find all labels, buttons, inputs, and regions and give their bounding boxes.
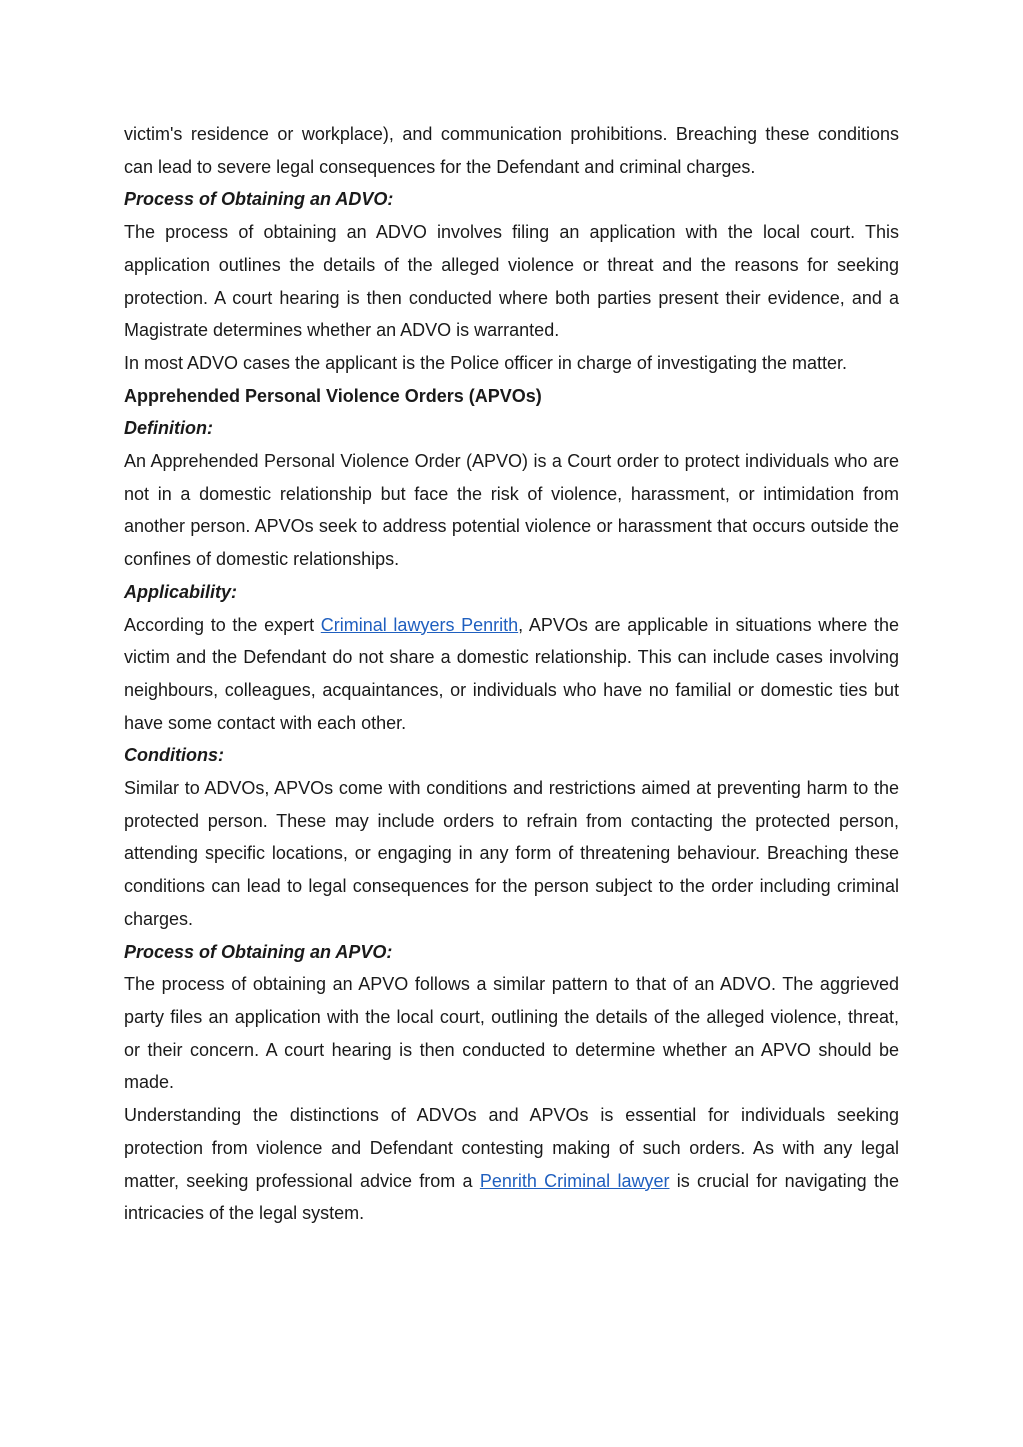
heading-applicability: Applicability: bbox=[124, 581, 238, 602]
conclusion-text-before: Understanding the distinctions of ADVOs and APVOs is essential for individuals seeking protection from violence and Defendant contesting making of such orders. As with any legal matter, seeking professional advice from a bbox=[124, 1105, 899, 1191]
applicability-text-before: According to the expert bbox=[124, 614, 321, 635]
paragraph-conditions: Similar to ADVOs, APVOs come with conditions and restrictions aimed at preventing harm to the protected person. These may include orders to refrain from contacting the protected person, attending specific locations, or engaging in any form of threatening behaviour. Breaching these conditions can lead to legal consequences for the person subject to the order including criminal charges. bbox=[124, 778, 899, 929]
paragraph-intro: victim's residence or workplace), and communication prohibitions. Breaching these conditions can lead to severe legal consequences for the Defendant and criminal charges. bbox=[124, 124, 899, 177]
paragraph-conclusion bbox=[124, 1099, 899, 1230]
applicability-text-after: , APVOs are applicable in situations where the victim and the Defendant do not share a domestic relationship. This can include cases involving neighbours, colleagues, acquaintances, or individuals who have no familial or domestic ties but have some contact with each other. bbox=[124, 614, 900, 733]
criminal-lawyers-penrith-link[interactable]: Criminal lawyers Penrith bbox=[320, 614, 519, 635]
penrith-criminal-lawyer-link[interactable]: Penrith Criminal lawyer bbox=[479, 1170, 670, 1191]
heading-process-advo: Process of Obtaining an ADVO: bbox=[124, 189, 394, 210]
paragraph-process-apvo: The process of obtaining an APVO follows a similar pattern to that of an ADVO. The aggrieved party files an application with the local court, outlining the details of the alleged violence, threat, or their concern. A court hearing is then conducted to determine whether an APVO should be made. bbox=[124, 974, 899, 1093]
heading-apvo: Apprehended Personal Violence Orders (APVOs) bbox=[124, 385, 542, 406]
paragraph-applicability bbox=[124, 609, 899, 740]
paragraph-applicant: In most ADVO cases the applicant is the Police officer in charge of investigating the matter. bbox=[124, 352, 848, 373]
paragraph-process-advo: The process of obtaining an ADVO involves filing an application with the local court. This application outlines the details of the alleged violence or threat and the reasons for seeking protection. A court hearing is then conducted where both parties present their evidence, and a Magistrate determines whether an ADVO is warranted. bbox=[124, 222, 899, 341]
document-body bbox=[124, 118, 899, 1230]
heading-conditions: Conditions: bbox=[124, 745, 224, 766]
conclusion-text-after: is crucial for navigating the intricacies of the legal system. bbox=[124, 1170, 899, 1224]
paragraph-definition: An Apprehended Personal Violence Order (APVO) is a Court order to protect individuals who are not in a domestic relationship but face the risk of violence, harassment, or intimidation from another person. APVOs seek to address potential violence or harassment that occurs outside the confines of domestic relationships. bbox=[124, 451, 899, 570]
heading-process-apvo: Process of Obtaining an APVO: bbox=[124, 941, 393, 962]
heading-definition: Definition: bbox=[124, 418, 213, 439]
